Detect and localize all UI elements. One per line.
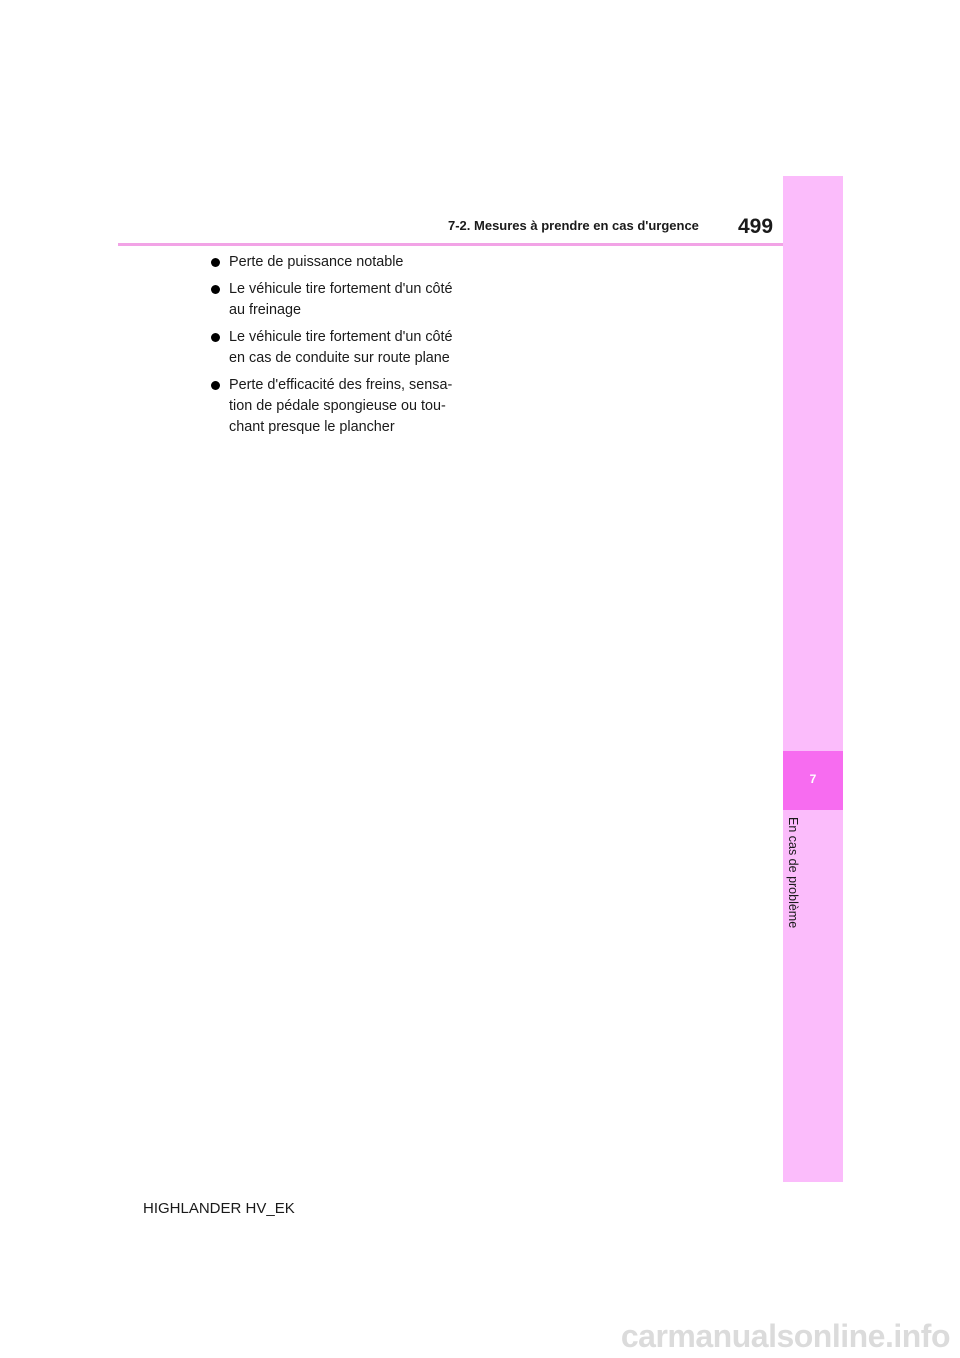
list-item (211, 252, 471, 273)
list-item-text: Le véhicule tire fortement d'un côté au freinage (229, 281, 453, 318)
bullet-icon (211, 258, 220, 267)
chapter-name: En cas de problème (786, 817, 800, 929)
watermark: carmanualsonline.info (620, 1318, 950, 1354)
footer-model-name: HIGHLANDER HV_EK (143, 1200, 295, 1217)
section-title: 7-2. Mesures à prendre en cas d'urgence (448, 218, 699, 233)
chapter-number: 7 (809, 772, 817, 786)
chapter-name-container (784, 817, 814, 947)
bullet-icon (211, 381, 220, 390)
chapter-side-tab (783, 176, 843, 1182)
list-item (211, 279, 471, 321)
list-item-text: Perte d'efficacité des freins, sensa- tion de pédale spongieuse ou tou- chant presque le plancher (229, 377, 453, 435)
list-item (211, 375, 471, 438)
list-item-text: Le véhicule tire fortement d'un côté en cas de conduite sur route plane (229, 329, 453, 366)
bullet-icon (211, 333, 220, 342)
header-divider (118, 243, 783, 246)
page-number: 499 (738, 215, 774, 238)
symptom-list (211, 252, 471, 444)
bullet-icon (211, 285, 220, 294)
list-item (211, 327, 471, 369)
list-item-text: Perte de puissance notable (229, 254, 404, 270)
